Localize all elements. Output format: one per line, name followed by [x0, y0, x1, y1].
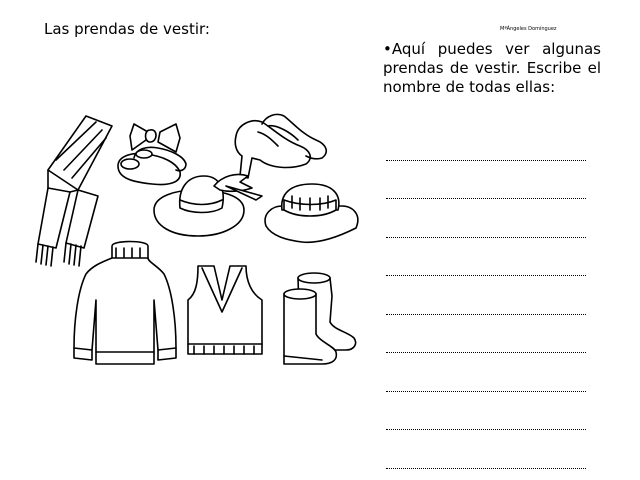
vest-icon [188, 266, 262, 354]
author-credit: MªÁngeles Domínguez [500, 26, 557, 32]
boots-icon [284, 273, 356, 364]
worksheet-title: Las prendas de vestir: [44, 20, 210, 38]
instruction-text: •Aquí puedes ver algunas prendas de vestir. Escribe el nombre de todas ellas: [383, 40, 601, 96]
scarf-icon [36, 116, 112, 266]
fedora-hat-icon [265, 184, 358, 242]
wooden-clogs-icon [118, 147, 186, 184]
heeled-shoes-icon [235, 114, 326, 178]
sweater-icon [74, 242, 176, 365]
